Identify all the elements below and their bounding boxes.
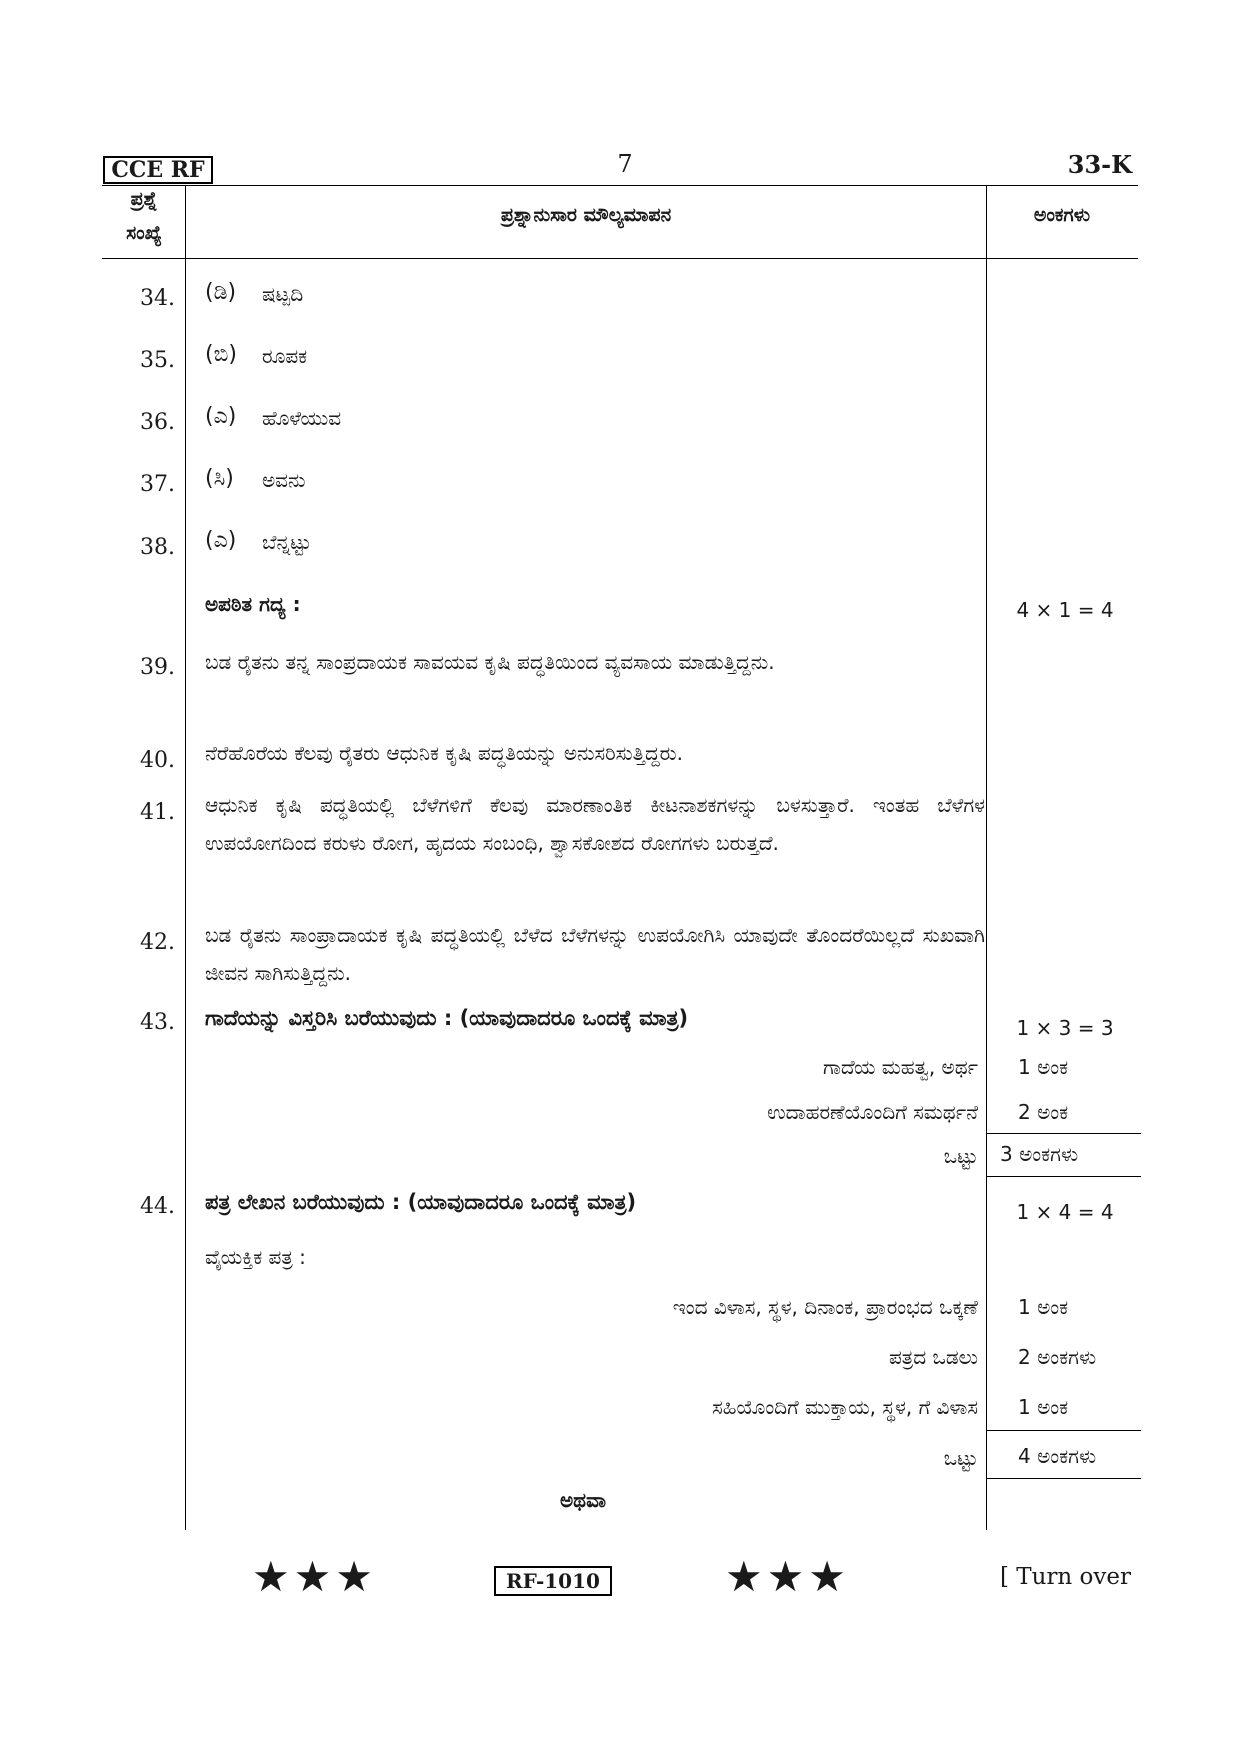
q44-criterion-marks: 1 ಅಂಕ <box>1018 1295 1069 1319</box>
question-number: 38. <box>140 535 175 560</box>
question-number: 40. <box>140 748 175 773</box>
table-top-rule <box>102 185 1138 186</box>
answer-paragraph: ಬಡ ರೈತನು ಸಾಂಪ್ರಾದಾಯಕ ಕೃಷಿ ಪದ್ಧತಿಯಲ್ಲಿ ಬೆಳೆದ ಬೆಳೆಗಳನ್ನು ಉಪಯೋಗಿಸಿ ಯಾವುದೇ ತೊಂದರೆಯಿಲ್ಲದೆ ಸುಖವಾಗಿ ಜೀವನ ಸಾಗಿಸುತ್ತಿದ್ದನು. <box>205 923 985 985</box>
question-number: 39. <box>140 655 175 680</box>
q44-criterion-marks: 2 ಅಂಕಗಳು <box>1018 1345 1097 1369</box>
answer-paragraph: ಆಧುನಿಕ ಕೃಷಿ ಪದ್ಧತಿಯಲ್ಲಿ ಬೆಳೆಗಳಿಗೆ ಕೆಲವು ಮಾರಣಾಂತಿಕ ಕೀಟನಾಶಕಗಳನ್ನು ಬಳಸುತ್ತಾರೆ. ಇಂತಹ ಬೆಳೆಗಳ ಉಪಯೋಗದಿಂದ ಕರುಳು ರೋಗ, ಹೃದಯ ಸಂಬಂಧಿ, ಶ್ವಾಸಕೋಶದ ರೋಗಗಳು ಬರುತ್ತದೆ. <box>205 793 985 855</box>
q43-total-rule <box>986 1176 1141 1177</box>
answer-text: ಅವನು <box>262 468 306 492</box>
q44-criterion: ಪತ್ರದ ಒಡಲು <box>888 1345 978 1369</box>
footer-stars-left: ★★★ <box>252 1552 377 1601</box>
footer-code-box: RF-1010 <box>494 1566 612 1596</box>
q43-marks-formula: 1 × 3 = 3 <box>1016 1016 1114 1040</box>
question-number: 36. <box>140 410 175 435</box>
answer-option: (ಎ) <box>205 404 237 429</box>
answer-option: (ಬಿ) <box>205 342 237 367</box>
question-number: 43. <box>140 1010 175 1035</box>
answer-option: (ಡಿ) <box>205 280 237 305</box>
footer-stars-right: ★★★ <box>725 1552 850 1601</box>
turn-over-note: [ Turn over <box>1000 1564 1132 1590</box>
q43-total-label: ಒಟ್ಟು <box>943 1144 978 1168</box>
q43-criterion-marks: 2 ಅಂಕ <box>1018 1100 1069 1124</box>
q43-total-marks: 3 ಅಂಕಗಳು <box>1000 1142 1079 1166</box>
q44-criterion: ಸಹಿಯೊಂದಿಗೆ ಮುಕ್ತಾಯ, ಸ್ಥಳ, ಗೆ ವಿಳಾಸ <box>712 1395 978 1419</box>
question-number: 35. <box>140 348 175 373</box>
q43-criterion: ಗಾದೆಯ ಮಹತ್ವ, ಅರ್ಥ <box>823 1055 978 1079</box>
header-question-number-line1: ಪ್ರಶ್ನೆ <box>130 188 158 210</box>
answer-text: ಬೆನ್ನಟ್ಟು <box>262 530 312 554</box>
section-heading-unseen-passage: ಅಪಠಿತ ಗದ್ಯ : <box>205 592 301 616</box>
column-divider-left <box>185 185 186 1530</box>
q44-subheading: ವೈಯಕ್ತಿಕ ಪತ್ರ : <box>205 1245 306 1269</box>
q43-subtotal-rule <box>986 1133 1141 1134</box>
column-divider-right <box>986 185 987 1530</box>
q44-subtotal-rule <box>986 1430 1141 1431</box>
q44-total-marks: 4 ಅಂಕಗಳು <box>1018 1444 1097 1468</box>
q44-total-rule <box>986 1478 1141 1479</box>
exam-code-box: CCE RF <box>103 156 213 184</box>
q44-marks-formula: 1 × 4 = 4 <box>1016 1200 1114 1224</box>
question-number: 41. <box>140 800 175 825</box>
paper-code: 33-K <box>1067 150 1132 179</box>
q43-criterion: ಉದಾಹರಣೆಯೊಂದಿಗೆ ಸಮರ್ಥನೆ <box>767 1100 978 1124</box>
answer-option: (ಎ) <box>205 528 237 553</box>
answer-text: ಹೊಳೆಯುವ <box>262 406 342 430</box>
answer-option: (ಸಿ) <box>205 466 234 491</box>
answer-paragraph: ನೆರೆಹೊರೆಯ ಕೆಲವು ರೈತರು ಆಧುನಿಕ ಕೃಷಿ ಪದ್ಧತಿಯನ್ನು ಅನುಸರಿಸುತ್ತಿದ್ದರು. <box>205 741 683 765</box>
q44-heading: ಪತ್ರ ಲೇಖನ ಬರೆಯುವುದು : (ಯಾವುದಾದರೂ ಒಂದಕ್ಕೆ ಮಾತ್ರ) <box>205 1190 637 1214</box>
header-answer-column: ಪ್ರಶ್ನಾನುಸಾರ ಮೌಲ್ಯಮಾಪನ <box>500 204 672 226</box>
header-marks-column: ಅಂಕಗಳು <box>1033 204 1091 226</box>
q44-total-label: ಒಟ್ಟು <box>943 1446 978 1470</box>
table-header-rule <box>102 258 1138 259</box>
answer-text: ರೂಪಕ <box>262 344 308 368</box>
question-number: 34. <box>140 286 175 311</box>
q43-criterion-marks: 1 ಅಂಕ <box>1018 1055 1069 1079</box>
q44-criterion-marks: 1 ಅಂಕ <box>1018 1395 1069 1419</box>
answer-text: ಷಟ್ಪದಿ <box>262 282 304 306</box>
q44-criterion: ಇಂದ ವಿಳಾಸ, ಸ್ಥಳ, ದಿನಾಂಕ, ಪ್ರಾರಂಭದ ಒಕ್ಕಣೆ <box>672 1295 978 1319</box>
page-number: 7 <box>617 150 633 178</box>
question-number: 42. <box>140 930 175 955</box>
marks-formula: 4 × 1 = 4 <box>1016 598 1114 622</box>
question-number: 37. <box>140 472 175 497</box>
header-question-number-line2: ಸಂಖ್ಯೆ <box>126 222 162 244</box>
q43-heading: ಗಾದೆಯನ್ನು ವಿಸ್ತರಿಸಿ ಬರೆಯುವುದು : (ಯಾವುದಾದರೂ ಒಂದಕ್ಕೆ ಮಾತ್ರ) <box>205 1006 689 1030</box>
question-number: 44. <box>140 1194 175 1219</box>
answer-paragraph: ಬಡ ರೈತನು ತನ್ನ ಸಾಂಪ್ರದಾಯಕ ಸಾವಯವ ಕೃಷಿ ಪದ್ಧತಿಯಿಂದ ವ್ಯವಸಾಯ ಮಾಡುತ್ತಿದ್ದನು. <box>205 650 775 674</box>
or-divider-text: ಅಥವಾ <box>560 1488 606 1512</box>
